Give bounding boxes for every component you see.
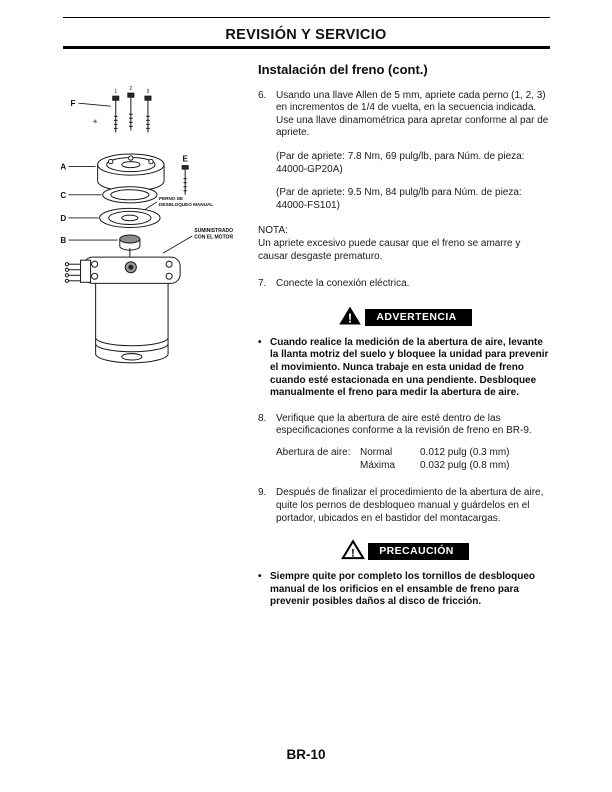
air-gap-name: Normal	[360, 446, 393, 458]
step-9	[258, 487, 552, 525]
header-rule-bottom	[63, 46, 550, 49]
asterisk-mark: ✳	[92, 119, 98, 126]
part-label-d: D	[60, 213, 67, 223]
part-d-disc	[100, 208, 160, 227]
air-gap-name: Máxima	[360, 459, 396, 471]
step-6	[258, 90, 552, 213]
nota-text: Un apriete excesivo puede causar que el freno se amarre y causar desgaste prematuro.	[258, 237, 521, 262]
part-label-f: F	[70, 99, 76, 109]
step-9-number: 9.	[258, 487, 267, 499]
part-label-b: B	[60, 236, 67, 246]
motor-assembly	[84, 257, 181, 363]
air-gap-label: Abertura de aire:	[276, 446, 351, 458]
part-label-c: C	[60, 190, 67, 200]
callout-motor-line2: CON EL MOTOR	[194, 234, 234, 241]
precaucion-label: PRECAUCIÓN	[368, 543, 469, 560]
brake-diagram	[50, 70, 262, 392]
air-gap-row	[276, 447, 552, 460]
air-gap-value: 0.032 pulg (0.8 mm)	[420, 459, 510, 471]
advertencia-label: ADVERTENCIA	[365, 309, 471, 326]
step-6-number: 6.	[258, 89, 267, 101]
svg-text:!: !	[351, 547, 356, 560]
air-gap-value: 0.012 pulg (0.3 mm)	[420, 446, 510, 458]
part-c-ring	[103, 187, 157, 203]
precaucion-banner	[258, 539, 552, 560]
svg-text:!: !	[348, 310, 353, 326]
caution-triangle-icon	[341, 539, 365, 560]
allen-bolts	[113, 86, 151, 132]
step-8	[258, 413, 552, 438]
air-gap-table	[258, 447, 552, 473]
brake-exploded-view	[50, 70, 262, 392]
motor-connector	[65, 260, 90, 282]
page-header-title: REVISIÓN Y SERVICIO	[225, 27, 387, 43]
nota-label: NOTA:	[258, 225, 288, 237]
step-7-text: Conecte la conexión eléctrica.	[276, 278, 410, 290]
instruction-column	[258, 64, 552, 609]
callout-motor-line1: SUMINISTRADO	[194, 228, 233, 235]
bullet-mark: •	[258, 571, 262, 583]
page-number: BR-10	[286, 747, 326, 762]
torque-spec-2: (Par de apriete: 9.5 Nm, 84 pulg/lb para Núm. de pieza: 44000-FS101)	[276, 187, 522, 211]
advertencia-bullet	[258, 337, 552, 400]
section-title: Instalación del freno (cont.)	[258, 62, 428, 77]
advertencia-banner	[258, 305, 552, 326]
callout-perno-line1: PERNO DE	[159, 195, 184, 201]
step-7-number: 7.	[258, 278, 267, 290]
step-9-text: Después de finalizar el procedimiento de la abertura de aire, quite los pernos de desbloqueo manual y guárdelos en el portador, ubicados en el bastidor del montacargas.	[276, 487, 544, 524]
step-8-number: 8.	[258, 412, 267, 424]
precaucion-text: Siempre quite por completo los tornillos de desbloqueo manual de los orificios en el ensamble de freno para prevenir posibles daños al disco de fricción.	[270, 571, 536, 608]
advertencia-text: Cuando realice la medición de la abertura de aire, levante la llanta motriz del suelo y bloquee la unidad para prevenir el movimiento. Nunca trabaje en esta unidad de freno cuando esté estacionada en una pendiente. Desbloquee manualmente el freno para medir la abertura de aire.	[270, 336, 549, 399]
step-7	[258, 278, 552, 291]
header-rule-top	[63, 17, 550, 18]
bolt-number-2: 2	[129, 86, 133, 93]
nota-block	[258, 225, 552, 263]
bolt-number-1: 1	[114, 89, 118, 96]
step-8-text: Verifique que la abertura de aire esté dentro de las especificaciones conforme a la revisión de freno en BR-9.	[276, 412, 532, 437]
leader-motor	[163, 236, 192, 253]
torque-spec-1: (Par de apriete: 7.8 Nm, 69 pulg/lb, para Núm. de pieza: 44000-GP20A)	[276, 150, 525, 175]
air-gap-row	[276, 460, 552, 473]
bullet-mark: •	[258, 336, 262, 348]
leader-f	[79, 103, 111, 106]
part-label-e: E	[182, 154, 188, 164]
callout-perno-line2: DESBLOQUEO MANUAL	[159, 201, 214, 207]
warning-triangle-icon	[338, 305, 362, 326]
part-label-a: A	[60, 162, 67, 172]
part-a-housing	[98, 154, 164, 191]
step-6-text: Usando una llave Allen de 5 mm, apriete cada perno (1, 2, 3) en incrementos de 1/4 de vuelta, en la secuencia indicada. Use una llave dinamométrica para apretar conforme al par de apriete.	[276, 89, 549, 139]
bolt-number-3: 3	[146, 89, 150, 96]
part-e-stud	[182, 166, 188, 195]
part-b-hub	[120, 235, 140, 259]
precaucion-bullet	[258, 571, 552, 609]
